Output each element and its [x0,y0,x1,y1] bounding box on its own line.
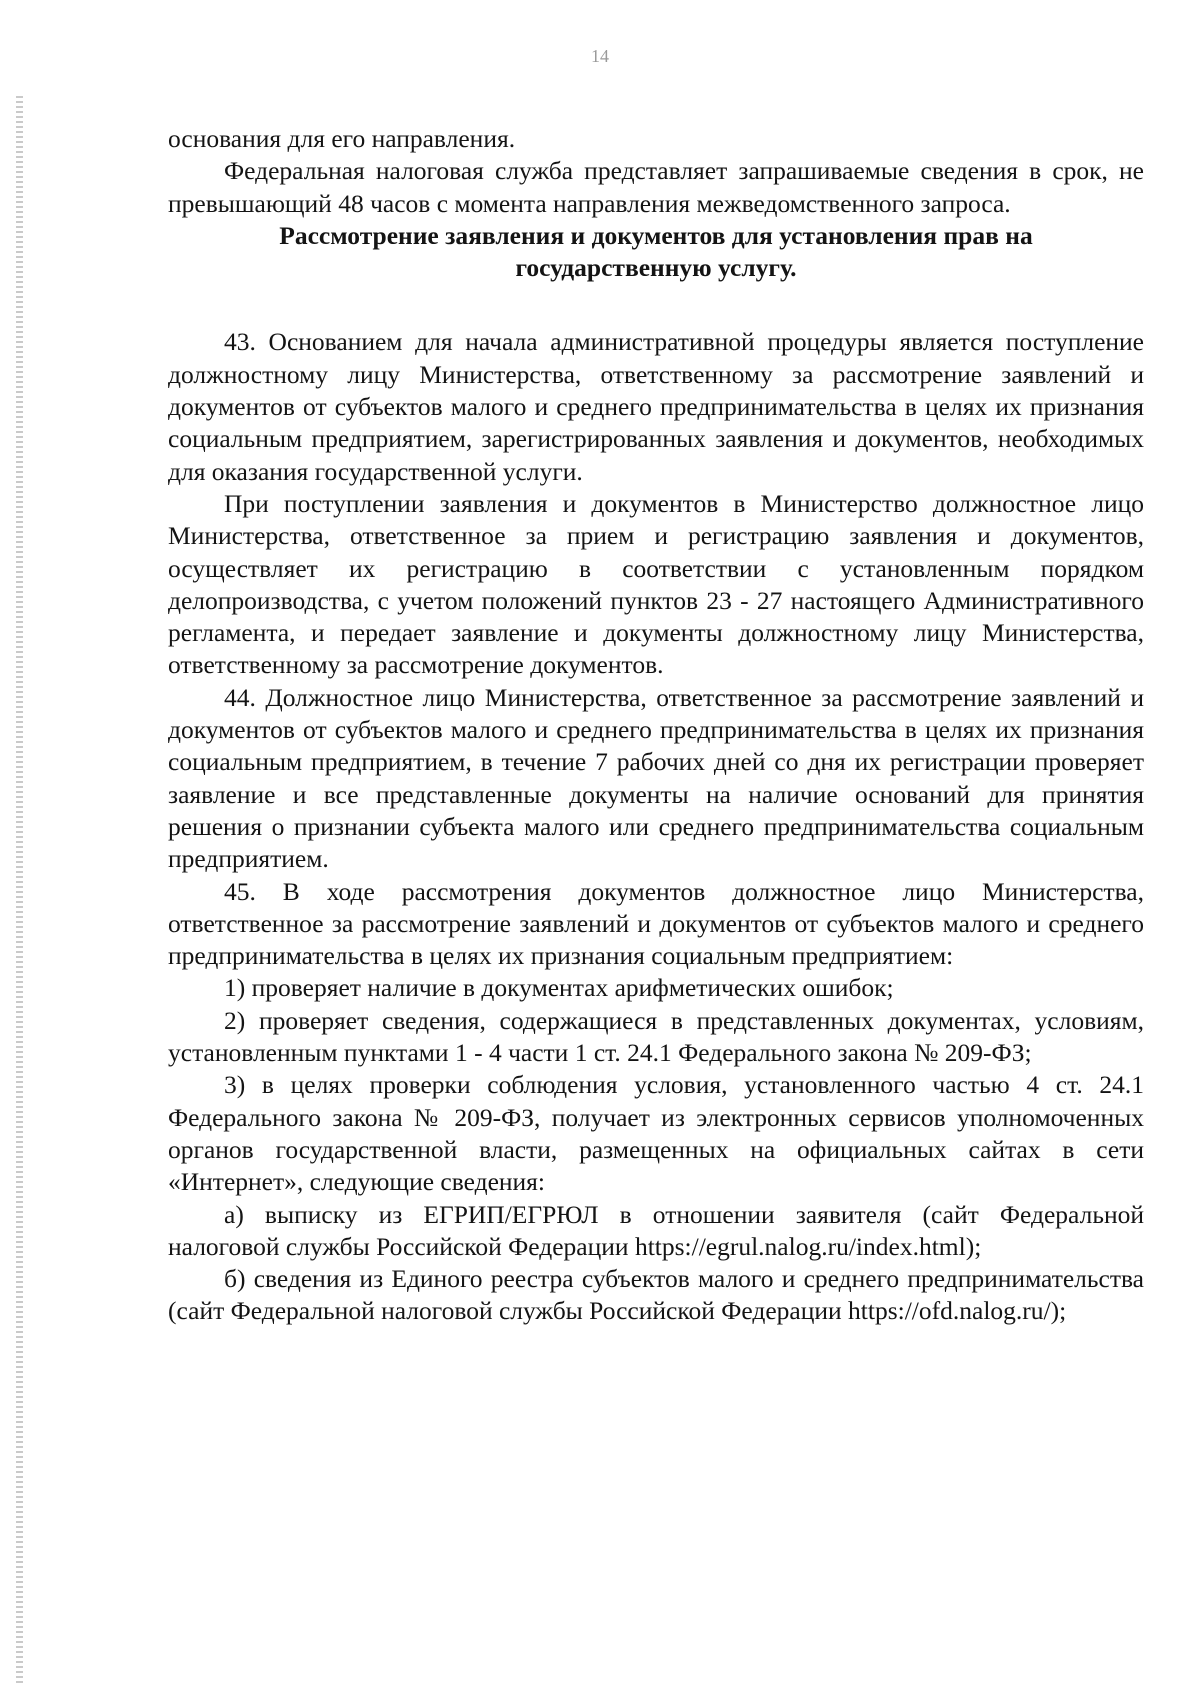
scan-binding-edge [16,96,23,1686]
document-body [168,123,1144,1328]
paragraph: При поступлении заявления и документов в Министерство должностное лицо Министерства, ответственное за прием и регистрацию заявления и документов, осуществляет их регистрацию в соответствии с установленным порядком делопроизводства, с учетом положений пунктов 23 - 27 настоящего Административного регламента, и передает заявление и документы должностному лицу Министерства, ответственному за рассмотрение документов. [168,488,1144,680]
paragraph-item-44: 44. Должностное лицо Министерства, ответственное за рассмотрение заявлений и документов от субъектов малого и среднего предпринимательства в целях их признания социальным предприятием, в течение 7 рабочих дней со дня их регистрации проверяет заявление и все представленные документы на наличие оснований для принятия решения о признании субъекта малого или среднего предпринимательства социальным предприятием. [168,682,1144,874]
paragraph-item-43: 43. Основанием для начала административной процедуры является поступление должностному лицу Министерства, ответственному за рассмотрение заявлений и документов от субъектов малого и среднего предпринимательства в целях их признания социальным предприятием, зарегистрированных заявления и документов, необходимых для оказания государственной услуги. [168,327,1144,486]
section-heading-line: Рассмотрение заявления и документов для установления прав на [279,220,1033,250]
paragraph-item-45: 45. В ходе рассмотрения документов должностное лицо Министерства, ответственное за рассмотрение заявлений и документов от субъектов малого и среднего предпринимательства в целях их признания социальным предприятием: [168,876,1144,971]
paragraph: Федеральная налоговая служба представляет запрашиваемые сведения в срок, не превышающий 48 часов с момента направления межведомственного запроса. [168,156,1144,218]
section-heading-line: государственную услугу. [515,253,797,283]
list-item: 3) в целях проверки соблюдения условия, установленного частью 4 ст. 24.1 Федерального закона № 209-ФЗ, получает из электронных сервисов уполномоченных органов государственной власти, размещенных на официальных сайтах в сети «Интернет», следующие сведения: [168,1070,1144,1197]
section-heading [168,220,1144,285]
list-item: б) сведения из Единого реестра субъектов малого и среднего предпринимательства (сайт Федеральной налоговой службы Российской Федерации https://ofd.nalog.ru/); [168,1264,1144,1326]
list-item: 1) проверяет наличие в документах арифметических ошибок; [224,973,894,1003]
spacer [168,284,1144,326]
page-number: 14 [591,46,609,66]
paragraph: основания для его направления. [168,124,516,153]
list-item: 2) проверяет сведения, содержащиеся в представленных документах, условиям, установленным пунктами 1 - 4 части 1 ст. 24.1 Федерального закона № 209-ФЗ; [168,1005,1144,1068]
list-item: а) выписку из ЕГРИП/ЕГРЮЛ в отношении заявителя (сайт Федеральной налоговой службы Российской Федерации https://egrul.nalog.ru/index.html); [168,1199,1144,1261]
